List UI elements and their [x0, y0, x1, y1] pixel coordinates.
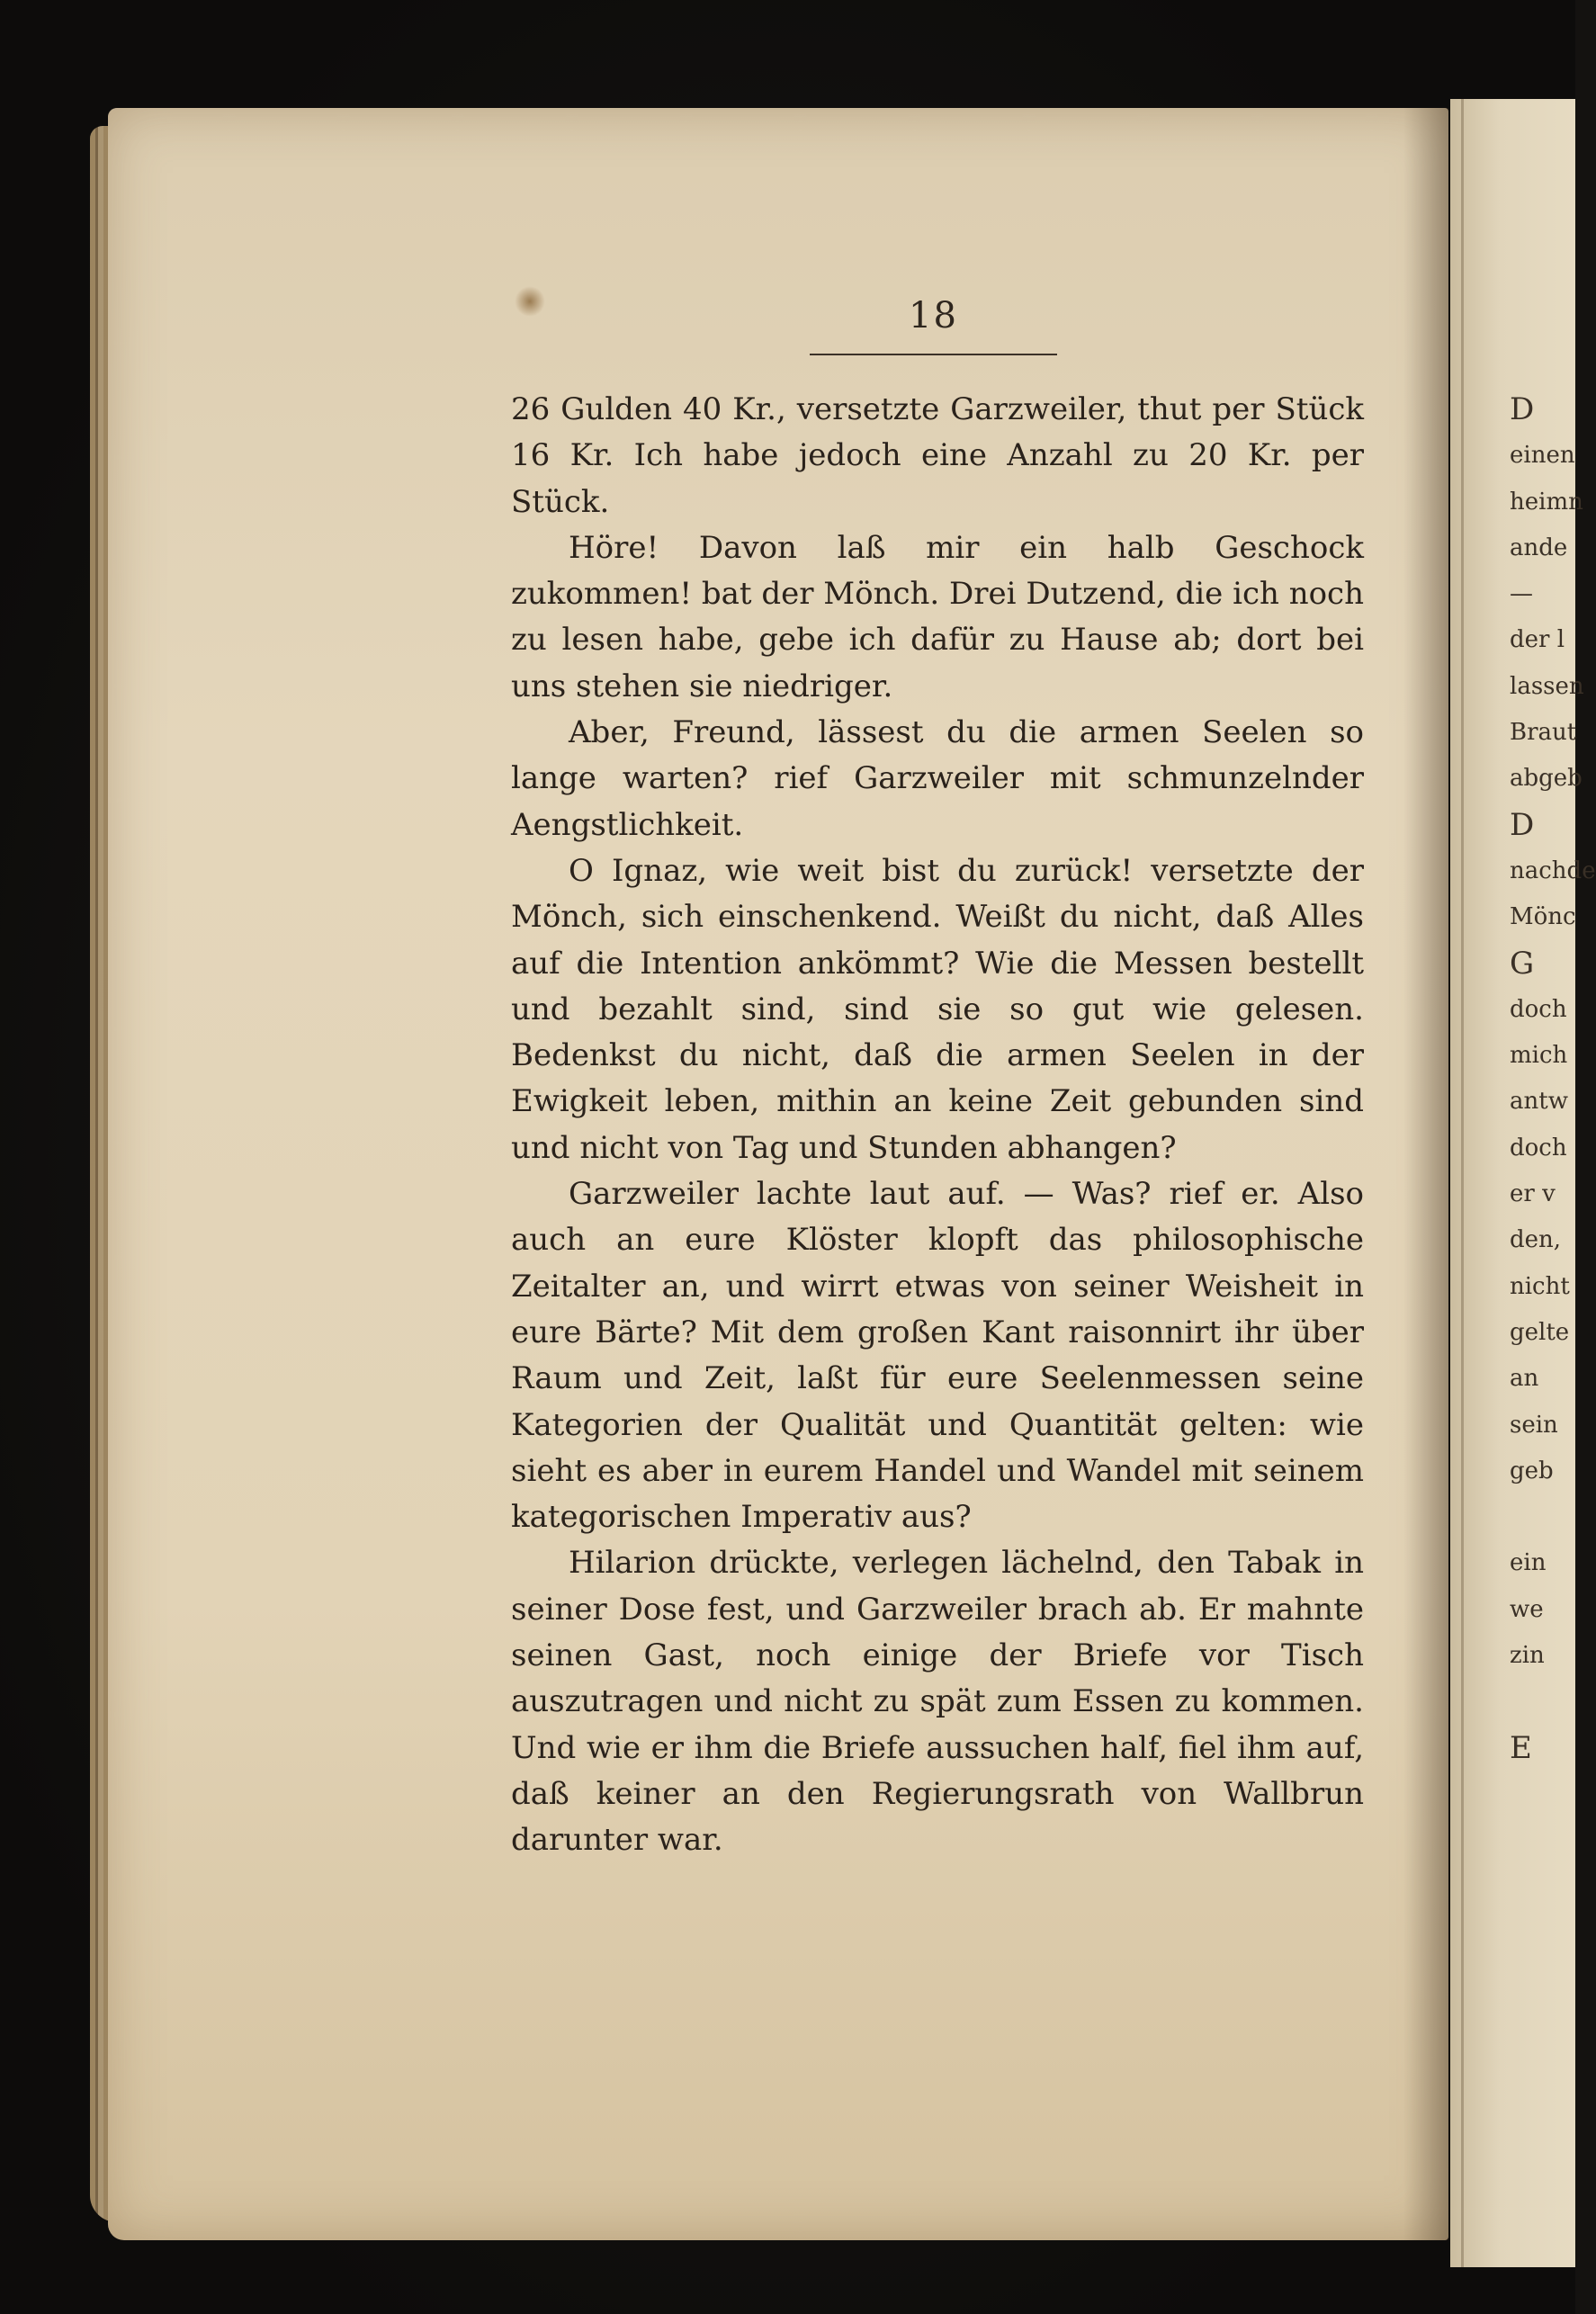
- body-text: [511, 387, 1364, 1864]
- paragraph: 26 Gulden 40 Kr., versetzte Garzweiler, thut per Stück 16 Kr. Ich habe jedoch eine Anzahl zu 20 Kr. per Stück.: [511, 391, 1364, 520]
- page-number: 18: [909, 295, 958, 336]
- right-page-line: geb: [1510, 1457, 1554, 1484]
- paragraph: Hilarion drückte, verlegen lächelnd, den Tabak in seiner Dose fest, und Garzweiler brach ab. Er mahnte seinen Gast, noch einige der Briefe vor Tisch auszutragen und nicht zu spät zum Essen zu kommen. Und wie er ihm die Briefe aussuchen half, fiel ihm auf, daß keiner an den Regierungsrath von Wallbrun darunter war.: [511, 1545, 1364, 1859]
- right-page-line: Mönc: [1510, 903, 1576, 931]
- right-page-line: nachde: [1510, 857, 1596, 884]
- right-page-line: D: [1510, 391, 1535, 427]
- right-page-line: ande: [1510, 534, 1568, 561]
- header-rule: [810, 354, 1057, 355]
- right-page-edge: [1461, 99, 1464, 2267]
- paragraph: O Ignaz, wie weit bist du zurück! versetzte der Mönch, sich einschenkend. Weißt du nicht, daß Alles auf die Intention ankömmt? Wie die Messen bestellt und bezahlt sind, sind sie so gut wie gelesen. Bedenkst du nicht, daß die armen Seelen in der Ewigkeit leben, mithin an keine Zeit gebunden sind und nicht von Tag und Stunden abhangen?: [511, 852, 1364, 1166]
- right-page-line: der l: [1510, 626, 1565, 654]
- right-page-line: abgeb: [1510, 765, 1583, 793]
- gutter-shadow: [1403, 108, 1448, 2240]
- right-page-line: —: [1510, 580, 1533, 608]
- right-page-line: [1510, 1494, 1575, 1540]
- right-page-line: ein: [1510, 1549, 1547, 1577]
- right-page-line: den,: [1510, 1226, 1562, 1254]
- right-page-line: er v: [1510, 1180, 1556, 1208]
- right-page-text: [1510, 387, 1596, 1771]
- page-header: [810, 295, 1057, 336]
- right-page-line: doch: [1510, 1134, 1567, 1161]
- right-page-line: antw: [1510, 1088, 1568, 1116]
- right-page-line: an: [1510, 1365, 1539, 1393]
- right-page-line: we: [1510, 1595, 1544, 1623]
- right-page-line: nicht: [1510, 1272, 1570, 1300]
- right-page-line: heimn: [1510, 488, 1583, 516]
- right-page-line: G: [1510, 945, 1535, 982]
- right-page-line: D: [1510, 806, 1535, 843]
- paragraph: Garzweiler lachte laut auf. — Was? rief er. Also auch an eure Klöster klopft das philosophische Zeitalter an, und wirrt etwas von seiner Weisheit in eure Bärte? Mit dem großen Kant raisonnirt ihr über Raum und Zeit, laßt für eure Seelenmessen seine Kategorien der Qualität und Quantität gelten: wie sieht es aber in eurem Handel und Wandel mit seinem kategorischen Imperativ aus?: [511, 1176, 1364, 1536]
- right-page-line: zin: [1510, 1642, 1545, 1670]
- right-page-line: E: [1510, 1729, 1532, 1766]
- right-page-line: sein: [1510, 1411, 1558, 1439]
- paragraph: Aber, Freund, lässest du die armen Seelen so lange warten? rief Garzweiler mit schmunzelnder Aengstlichkeit.: [511, 714, 1364, 843]
- right-page-line: einen: [1510, 442, 1575, 470]
- right-page-line: Braut: [1510, 719, 1577, 747]
- right-page-line: doch: [1510, 995, 1567, 1023]
- right-page-line: [1510, 1679, 1575, 1725]
- right-page-line: gelte: [1510, 1318, 1570, 1346]
- paragraph: Höre! Davon laß mir ein halb Geschock zukommen! bat der Mönch. Drei Dutzend, die ich noch zu lesen habe, gebe ich dafür zu Hause ab; dort bei uns stehen sie niedriger.: [511, 529, 1364, 704]
- right-page-line: mich: [1510, 1042, 1568, 1070]
- right-page-line: lassen: [1510, 672, 1584, 700]
- page-stain: [515, 286, 545, 317]
